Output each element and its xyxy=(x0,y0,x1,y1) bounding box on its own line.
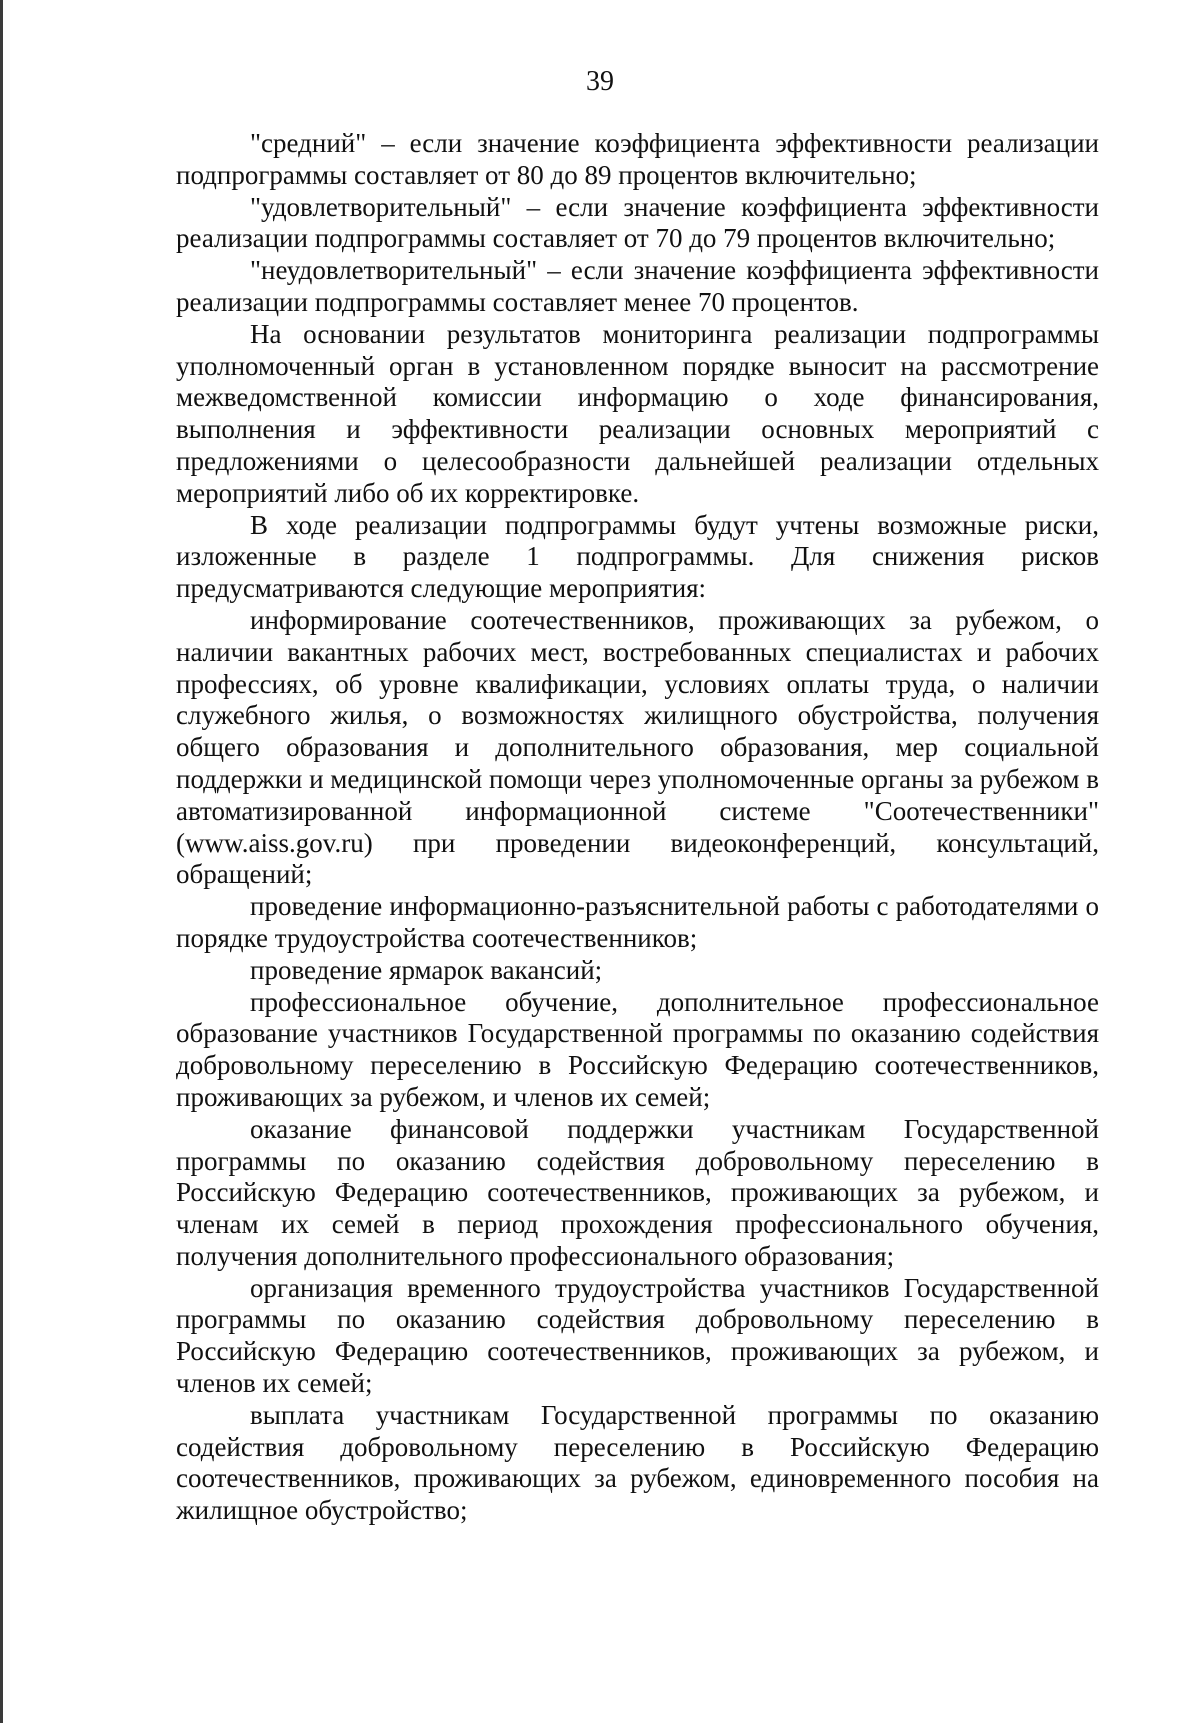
scan-edge-line xyxy=(0,0,3,1723)
paragraph-financial-support: оказание финансовой поддержки участникам Государственной программы по оказанию содействия добровольному переселению в Российскую Федерацию соотечественников, проживающих за рубежом, и членам их семей в период прохождения профессионального обучения, получения дополнительного профессионального образования; xyxy=(176,1113,1099,1271)
page-number: 39 xyxy=(586,66,614,97)
paragraph-professional-training: профессиональное обучение, дополнительное профессиональное образование участников Государственной программы по оказанию содействия добровольному переселению в Российскую Федерацию соотечественников, проживающих за рубежом, и членов их семей; xyxy=(176,986,1099,1112)
paragraph-employer-outreach: проведение информационно-разъяснительной работы с работодателями о порядке трудоустройства соотечественников; xyxy=(176,891,1099,953)
paragraph-unsatisfactory-rating: "неудовлетворительный" – если значение коэффициента эффективности реализации подпрограммы составляет менее 70 процентов. xyxy=(176,255,1099,317)
body-text xyxy=(176,128,1099,1527)
paragraph-housing-allowance: выплата участникам Государственной программы по оказанию содействия добровольному переселению в Российскую Федерацию соотечественников, проживающих за рубежом, единовременного пособия на жилищное обустройство; xyxy=(176,1399,1099,1526)
paragraph-satisfactory-rating: "удовлетворительный" – если значение коэффициента эффективности реализации подпрограммы составляет от 70 до 79 процентов включительно; xyxy=(176,191,1099,254)
paragraph-risks: В ходе реализации подпрограммы будут учтены возможные риски, изложенные в разделе 1 подпрограммы. Для снижения рисков предусматриваются следующие мероприятия: xyxy=(176,509,1099,604)
paragraph-monitoring-results: На основании результатов мониторинга реализации подпрограммы уполномоченный орган в установленном порядке выносит на рассмотрение межведомственной комиссии информацию о ходе финансирования, выполнения и эффективности реализации основных мероприятий с предложениями о целесообразности дальнейшей реализации отдельных мероприятий либо об их корректировке. xyxy=(176,318,1099,508)
paragraph-job-fairs: проведение ярмарок вакансий; xyxy=(250,954,603,985)
paragraph-informing-compatriots: информирование соотечественников, проживающих за рубежом, о наличии вакантных рабочих мест, востребованных специалистах и рабочих профессиях, об уровне квалификации, условиях оплаты труда, о наличии служебного жилья, о возможностях жилищного обустройства, получения общего образования и дополнительного образования, мер социальной поддержки и медицинской помощи через уполномоченные органы за рубежом в автоматизированной информационной системе "Соотечественники" (www.aiss.gov.ru) при проведении видеоконференций, консультаций, обращений; xyxy=(176,604,1100,890)
paragraph-average-rating: "средний" – если значение коэффициента эффективности реализации подпрограммы составляет от 80 до 89 процентов включительно; xyxy=(176,128,1099,190)
paragraph-temporary-employment: организация временного трудоустройства участников Государственной программы по оказанию содействия добровольному переселению в Российскую Федерацию соотечественников, проживающих за рубежом, и членов их семей; xyxy=(176,1272,1099,1399)
